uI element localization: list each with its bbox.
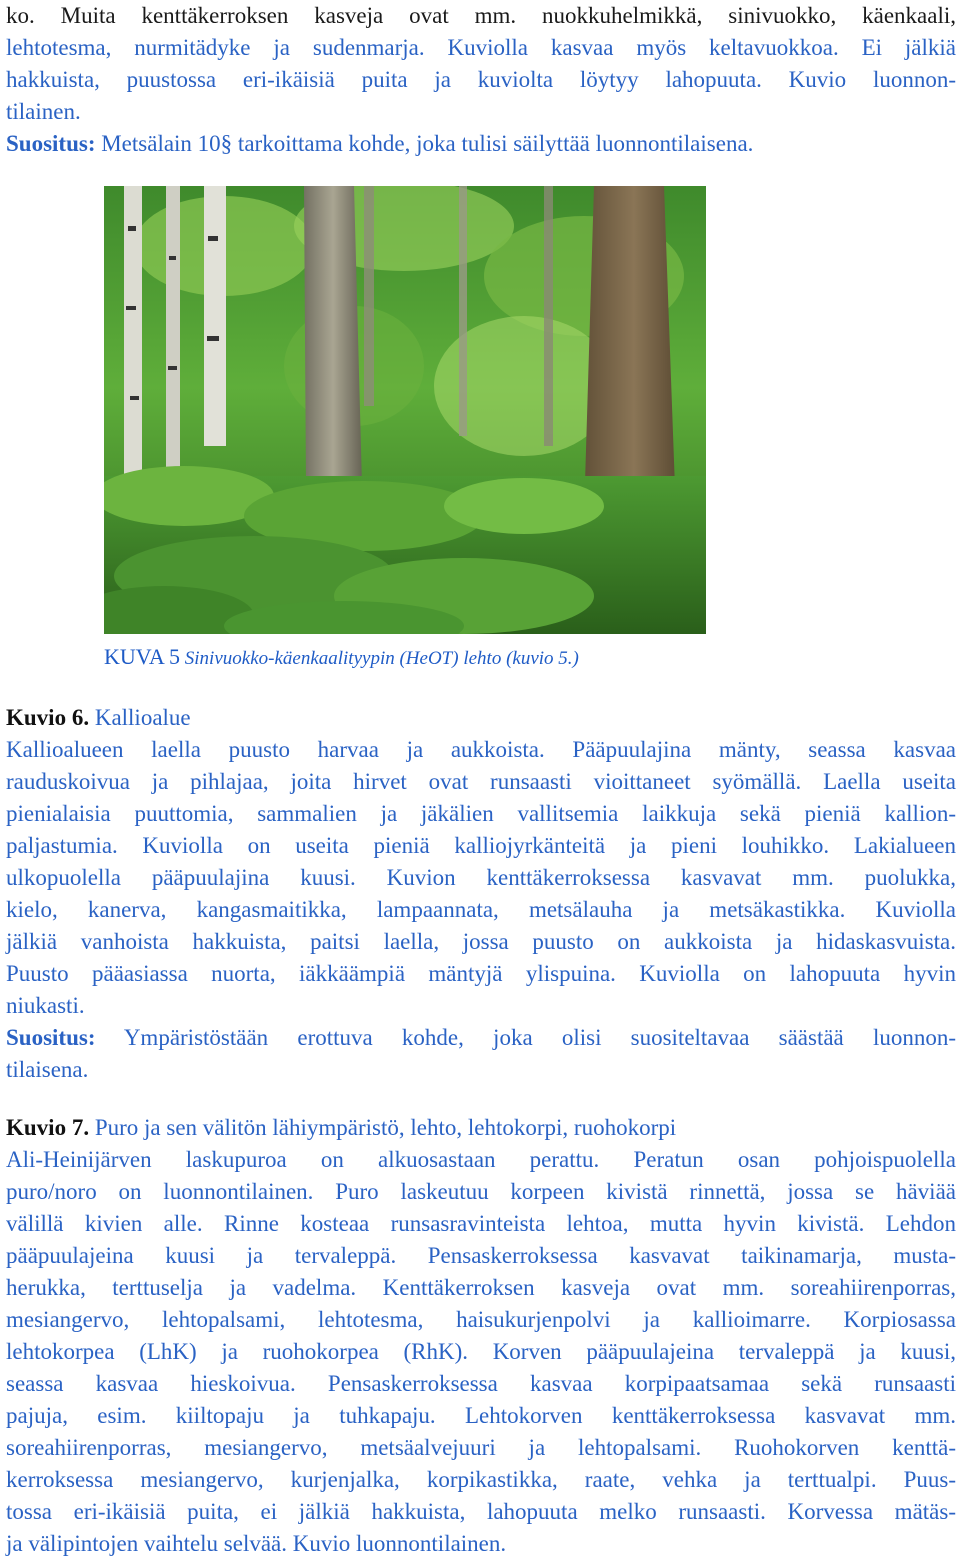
recommendation-text: Metsälain 10§ tarkoittama kohde, joka tulisi säilyttää luonnontilaisena. xyxy=(95,131,754,156)
text-line: rauduskoivua ja pihlajaa, joita hirvet ovat runsaasti vioittaneet syömällä. Laella useita xyxy=(6,769,956,794)
figure-caption-text: Sinivuokko-käenkaalityypin (HeOT) lehto (kuvio 5.) xyxy=(180,648,579,669)
text-line: herukka, terttuselja ja vadelma. Kenttäkerroksen kasveja ovat mm. soreahiirenporras, xyxy=(6,1275,956,1300)
text-line: ko. Muita kenttäkerroksen kasveja ovat mm. nuokkuhelmikkä, sinivuokko, käenkaali, xyxy=(6,3,956,28)
section-kuvio-7 xyxy=(6,1112,956,1560)
text-line: Puusto pääasiassa nuorta, iäkkäämpiä mäntyjä ylispuina. Kuviolla on lahopuuta hyvin xyxy=(6,961,956,986)
text-line: jälkiä vanhoista hakkuista, paitsi laella, jossa puusto on aukkoista ja hidaskasvuista. xyxy=(6,929,956,954)
text-line: pääpuulajeina kuusi ja tervaleppä. Pensaskerroksessa kasvavat taikinamarja, musta- xyxy=(6,1243,956,1268)
section-title: Kallioalue xyxy=(89,705,191,730)
section-label: Kuvio 6. xyxy=(6,705,90,730)
recommendation-line xyxy=(6,1022,956,1054)
text-line: puro/noro on luonnontilainen. Puro laskeutuu korpeen kivistä rinnettä, jossa se häviää xyxy=(6,1179,956,1204)
text-line: hakkuista, puustossa eri-ikäisiä puita ja kuviolta löytyy lahopuuta. Kuvio luonnon- xyxy=(6,67,956,92)
recommendation-label: Suositus: xyxy=(6,1025,96,1050)
top-paragraph xyxy=(6,0,956,160)
text-line: tossa eri-ikäisiä puita, ei jälkiä hakkuista, lahopuuta melko runsaasti. Korvessa mätäs- xyxy=(6,1499,956,1524)
text-line: ja välipintojen vaihtelu selvää. Kuvio luonnontilainen. xyxy=(6,1531,507,1556)
text-line: Kallioalueen laella puusto harvaa ja aukkoista. Pääpuulajina mänty, seassa kasvaa xyxy=(6,737,956,762)
forest-photo-image xyxy=(104,186,706,634)
section-heading xyxy=(6,1112,956,1144)
text-line: mesiangervo, lehtopalsami, lehtotesma, haisukurjenpolvi ja kallioimarre. Korpiosassa xyxy=(6,1307,956,1332)
text-line: seassa kasvaa hieskoivua. Pensaskerroksessa kasvaa korpipaatsamaa sekä runsaasti xyxy=(6,1371,956,1396)
recommendation-line xyxy=(6,128,956,160)
text-line: välillä kivien alle. Rinne kosteaa runsasravinteista lehtoa, mutta hyvin kivistä. Lehdon xyxy=(6,1211,956,1236)
text-line: pajuja, esim. kiiltopaju ja tuhkapaju. Lehtokorven kenttäkerroksessa kasvavat mm. xyxy=(6,1403,956,1428)
text-line: lehtokorpea (LhK) ja ruohokorpea (RhK). Korven pääpuulajeina tervaleppä ja kuusi, xyxy=(6,1339,956,1364)
recommendation-label: Suositus: xyxy=(6,131,96,156)
text-line: kielo, kanerva, kangasmaitikka, lampaannata, metsälauha ja metsäkastikka. Kuviolla xyxy=(6,897,956,922)
text-line: niukasti. xyxy=(6,993,85,1018)
text-line: kerroksessa mesiangervo, kurjenjalka, korpikastikka, raate, vehka ja terttualpi. Puus- xyxy=(6,1467,956,1492)
text-line: lehtotesma, nurmitädyke ja sudenmarja. Kuviolla kasvaa myös keltavuokkoa. Ei jälkiä xyxy=(6,35,956,60)
section-title: Puro ja sen välitön lähiympäristö, lehto, lehtokorpi, ruohokorpi xyxy=(89,1115,677,1140)
forest-photo xyxy=(104,186,706,634)
recommendation-text: Ympäristöstään erottuva kohde, joka olisi suositeltavaa säästää luonnon- xyxy=(95,1025,956,1050)
text-line: paljastumia. Kuviolla on useita pieniä kalliojyrkänteitä ja pieni louhikko. Lakialueen xyxy=(6,833,956,858)
text-line: Ali-Heinijärven laskupuroa on alkuosastaan perattu. Peratun osan pohjoispuolella xyxy=(6,1147,956,1172)
text-line: pienialaisia puuttomia, sammalien ja jäkälien vallitsemia laikkuja sekä pieniä kallion- xyxy=(6,801,956,826)
section-label: Kuvio 7. xyxy=(6,1115,90,1140)
text-line: ulkopuolella pääpuulajina kuusi. Kuvion kenttäkerroksessa kasvavat mm. puolukka, xyxy=(6,865,956,890)
text-line: tilaisena. xyxy=(6,1057,89,1082)
text-line: soreahiirenporras, mesiangervo, metsäalvejuuri ja lehtopalsami. Ruohokorven kenttä- xyxy=(6,1435,956,1460)
figure-caption xyxy=(104,641,579,675)
text-line: tilainen. xyxy=(6,99,81,124)
figure-label: KUVA 5 xyxy=(104,644,181,669)
section-heading xyxy=(6,702,956,734)
section-kuvio-6 xyxy=(6,702,956,1086)
